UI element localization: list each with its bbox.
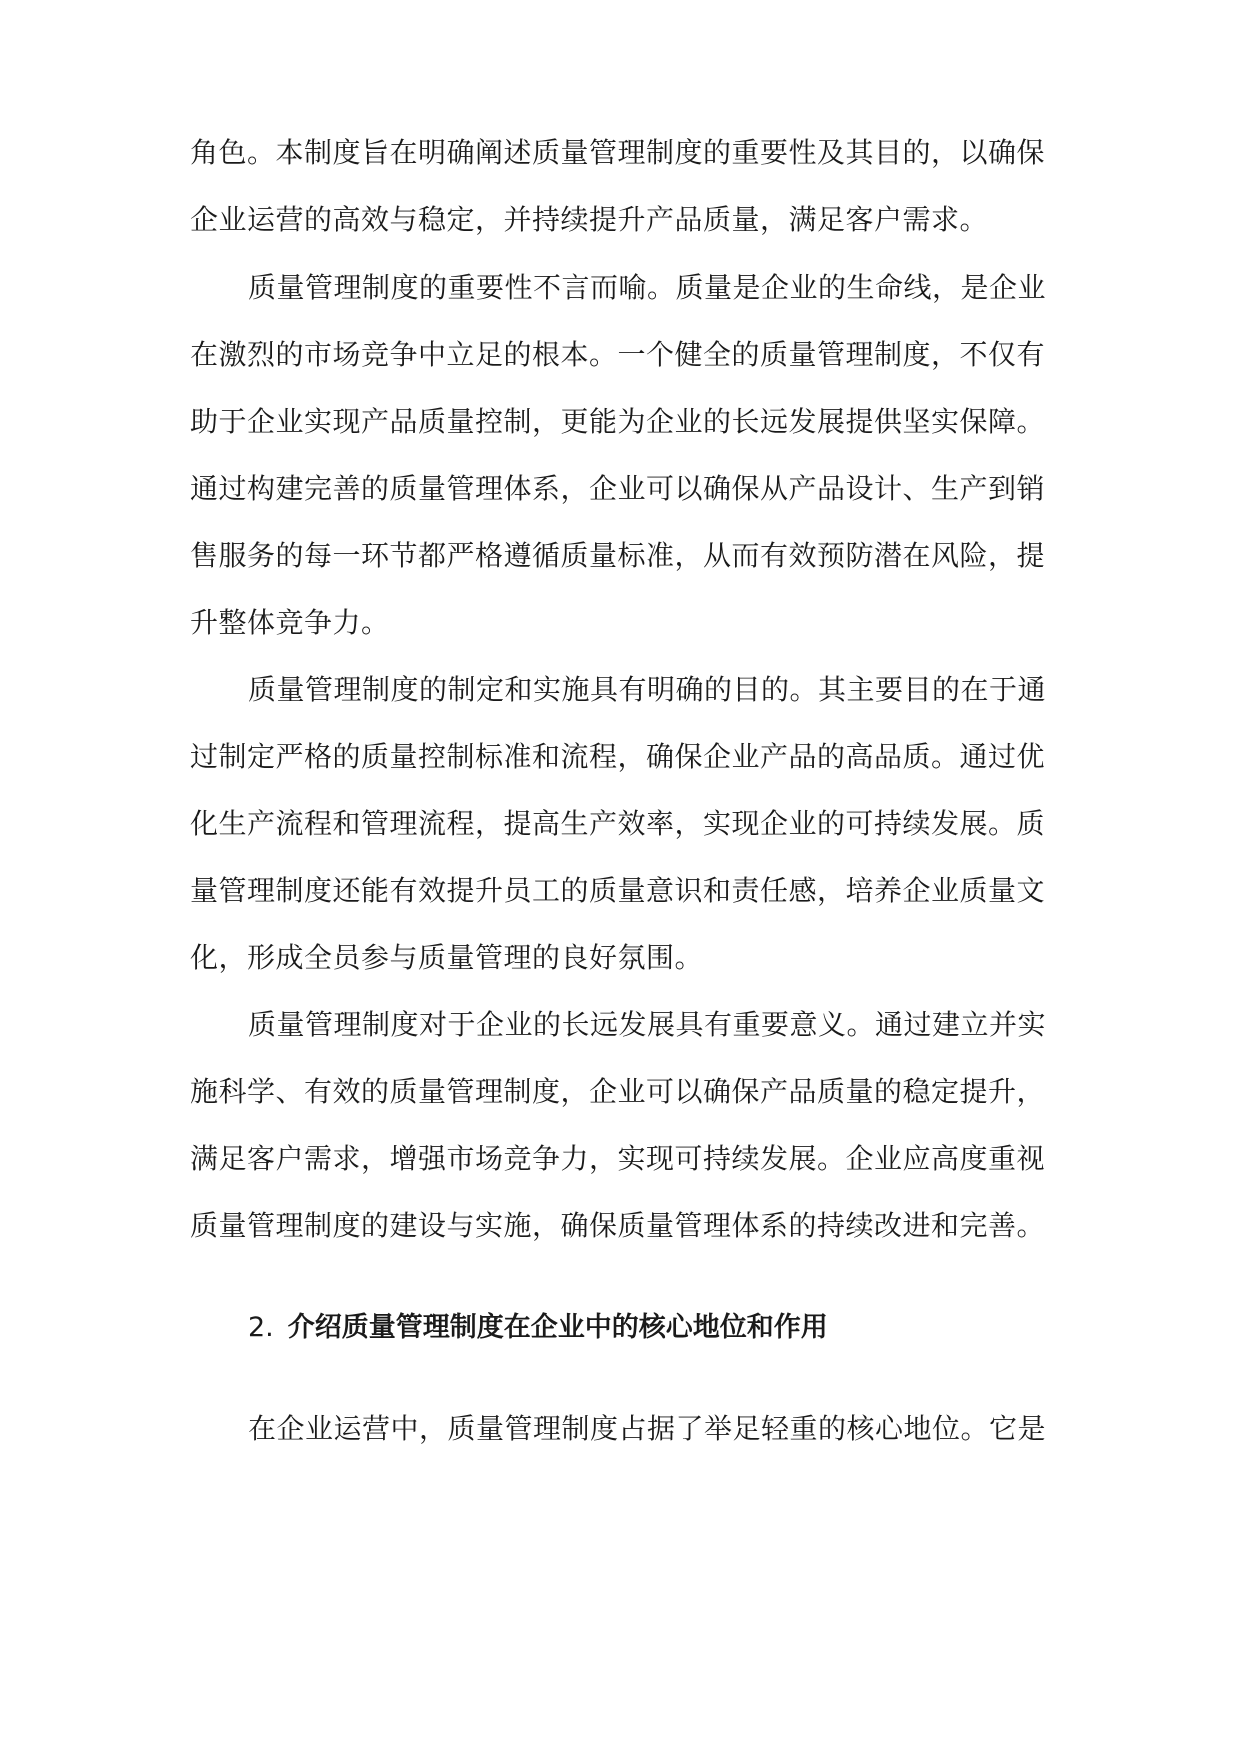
text-line: 角色。本制度旨在明确阐述质量管理制度的重要性及其目的，以确保 xyxy=(190,136,1046,169)
section-number: 2. xyxy=(248,1312,274,1343)
text-line: 过制定严格的质量控制标准和流程，确保企业产品的高品质。通过优 xyxy=(190,740,1046,773)
text-line: 企业运营的高效与稳定，并持续提升产品质量，满足客户需求。 xyxy=(190,203,989,236)
text-line: 质量管理制度的建设与实施，确保质量管理体系的持续改进和完善。 xyxy=(190,1209,1046,1242)
text-line: 质量管理制度的制定和实施具有明确的目的。其主要目的在于通 xyxy=(248,673,1047,706)
text-line: 助于企业实现产品质量控制，更能为企业的长远发展提供坚实保障。 xyxy=(190,405,1046,438)
text-line: 化生产流程和管理流程，提高生产效率，实现企业的可持续发展。质 xyxy=(190,807,1046,840)
text-line: 质量管理制度的重要性不言而喻。质量是企业的生命线，是企业 xyxy=(248,271,1047,304)
text-line: 在激烈的市场竞争中立足的根本。一个健全的质量管理制度，不仅有 xyxy=(190,338,1046,371)
section-heading-text xyxy=(248,1308,828,1348)
text-line: 通过构建完善的质量管理体系，企业可以确保从产品设计、生产到销 xyxy=(190,472,1046,505)
text-line: 质量管理制度对于企业的长远发展具有重要意义。通过建立并实 xyxy=(248,1008,1047,1041)
text-line: 售服务的每一环节都严格遵循质量标准，从而有效预防潜在风险，提 xyxy=(190,539,1046,572)
text-line: 量管理制度还能有效提升员工的质量意识和责任感，培养企业质量文 xyxy=(190,874,1046,907)
section-title: 介绍质量管理制度在企业中的核心地位和作用 xyxy=(287,1312,828,1343)
text-line: 满足客户需求，增强市场竞争力，实现可持续发展。企业应高度重视 xyxy=(190,1142,1046,1175)
text-line: 在企业运营中，质量管理制度占据了举足轻重的核心地位。它是 xyxy=(248,1412,1047,1445)
text-line: 升整体竞争力。 xyxy=(190,606,390,639)
text-line: 施科学、有效的质量管理制度，企业可以确保产品质量的稳定提升， xyxy=(190,1075,1046,1108)
text-line: 化，形成全员参与质量管理的良好氛围。 xyxy=(190,941,704,974)
